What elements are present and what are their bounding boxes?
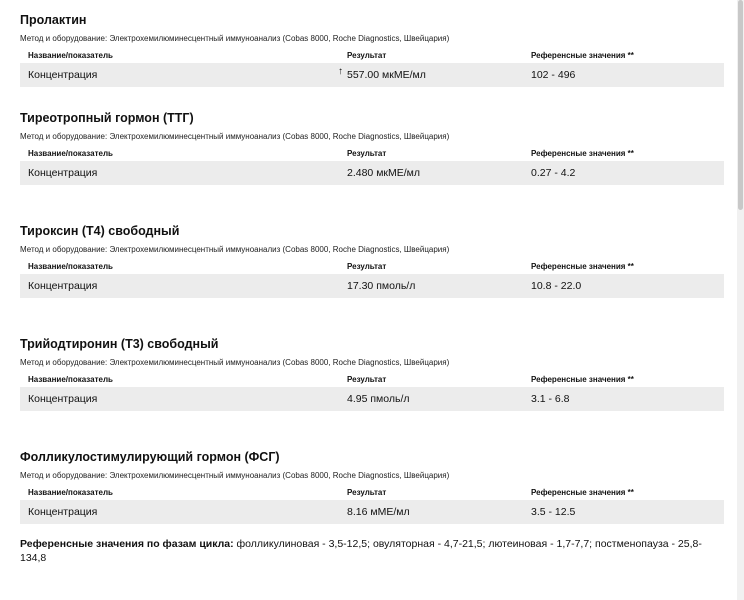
header-name: Название/показатель [28,149,113,158]
test-title: Фолликулостимулирующий гормон (ФСГ) [20,450,280,464]
method-text: Метод и оборудование: Электрохемилюминесцентный иммуноанализ (Cobas 8000, Roche Diagnostics, Швейцария) [20,34,450,43]
scroll-thumb[interactable] [738,0,743,210]
row-name: Концентрация [28,69,98,81]
row-result-cell [338,63,426,87]
test-title: Трийодтиронин (Т3) свободный [20,337,219,351]
row-result: 557.00 мкМЕ/мл [347,69,426,81]
row-ref: 0.27 - 4.2 [531,167,576,179]
header-result: Результат [347,375,387,384]
header-name: Название/показатель [28,51,113,60]
table-row [20,63,724,87]
method-text: Метод и оборудование: Электрохемилюминесцентный иммуноанализ (Cobas 8000, Roche Diagnostics, Швейцария) [20,132,450,141]
header-name: Название/показатель [28,375,113,384]
method-text: Метод и оборудование: Электрохемилюминесцентный иммуноанализ (Cobas 8000, Roche Diagnostics, Швейцария) [20,471,450,480]
header-name: Название/показатель [28,488,113,497]
test-section-prolactin [20,12,724,87]
row-ref: 3.5 - 12.5 [531,506,576,518]
row-ref: 10.8 - 22.0 [531,280,582,292]
row-result: 4.95 пмоль/л [347,393,410,405]
method-text: Метод и оборудование: Электрохемилюминесцентный иммуноанализ (Cobas 8000, Roche Diagnostics, Швейцария) [20,245,450,254]
row-result: 2.480 мкМЕ/мл [347,167,421,179]
test-title: Тироксин (Т4) свободный [20,224,180,238]
table-header [20,260,724,274]
header-result: Результат [347,51,387,60]
table-header [20,49,724,63]
header-ref: Референсные значения ** [531,149,634,158]
note-label: Референсные значения по фазам цикла: [20,538,234,550]
header-ref: Референсные значения ** [531,51,634,60]
method-text: Метод и оборудование: Электрохемилюминесцентный иммуноанализ (Cobas 8000, Roche Diagnostics, Швейцария) [20,358,450,367]
table-row [20,387,724,411]
row-name: Концентрация [28,167,98,179]
test-section-fsh [20,449,724,524]
test-title: Пролактин [20,13,87,27]
table-row [20,500,724,524]
row-result: 17.30 пмоль/л [347,280,416,292]
reference-note [20,537,720,565]
row-result: 8.16 мМЕ/мл [347,506,410,518]
row-ref: 102 - 496 [531,69,576,81]
header-name: Название/показатель [28,262,113,271]
header-result: Результат [347,262,387,271]
header-ref: Референсные значения ** [531,375,634,384]
table-row [20,161,724,185]
row-name: Концентрация [28,506,98,518]
test-section-tsh [20,110,724,185]
row-name: Концентрация [28,280,98,292]
row-ref: 3.1 - 6.8 [531,393,570,405]
test-section-t3 [20,336,724,411]
table-header [20,486,724,500]
table-header [20,147,724,161]
header-ref: Референсные значения ** [531,488,634,497]
table-row [20,274,724,298]
row-name: Концентрация [28,393,98,405]
header-result: Результат [347,488,387,497]
note-text: фолликулиновая - 3,5-12,5; овуляторная - 4,7-21,5; лютеиновая - 1,7-7,7; постменопауза - 25,8-134,8 [20,538,702,564]
scrollbar[interactable] [737,0,744,600]
table-header [20,373,724,387]
arrow-up-icon: ↑ [338,66,343,77]
test-title: Тиреотропный гормон (ТТГ) [20,111,194,125]
header-ref: Референсные значения ** [531,262,634,271]
header-result: Результат [347,149,387,158]
test-section-t4 [20,223,724,298]
